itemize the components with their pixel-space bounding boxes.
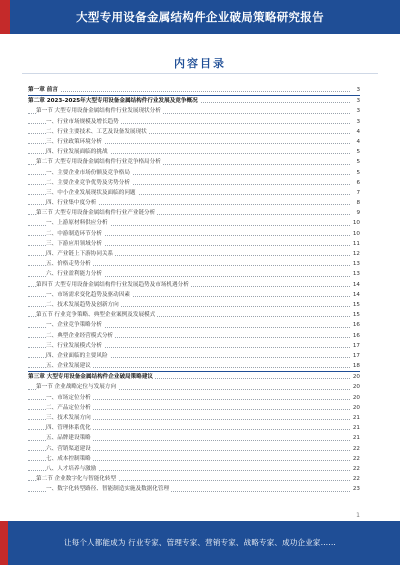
toc-entry[interactable]	[28, 137, 360, 147]
toc-entry-page: 4	[354, 127, 360, 137]
toc-entry-label: 第二章 2023-2025年大型专用设备金属结构件行业发展及竞争概况	[28, 98, 198, 105]
toc-entry-label: 第三章 大型专用设备金属结构件企业破局策略建议	[28, 374, 154, 381]
page-number: 1	[356, 512, 360, 519]
toc-entry-label: 三、中小企业发展现状及面临的问题	[46, 189, 136, 196]
toc-entry-label: 一、市场需求变化趋势及驱动因素	[46, 291, 130, 298]
toc-entry[interactable]	[28, 423, 360, 433]
toc-entry-page: 16	[351, 320, 360, 330]
toc-entry-label: 一、上游原材料供应分析	[46, 220, 108, 227]
toc-entry[interactable]	[28, 403, 360, 413]
toc-entry[interactable]	[28, 157, 360, 167]
toc-entry[interactable]	[28, 106, 360, 116]
toc-entry-label: 四、管理体系优化	[46, 425, 91, 432]
toc-entry-label: 二、行业主要技术、工艺及设备发展现状	[46, 128, 147, 135]
toc-entry-page: 20	[351, 393, 360, 403]
toc-entry-label: 第一节 企业战略定位与发展方向	[36, 384, 117, 391]
toc-entry-page: 5	[354, 168, 360, 178]
toc-entry[interactable]	[28, 249, 360, 259]
toc-entry-label: 四、产业链上下游协同关系	[46, 251, 114, 257]
toc-entry-page: 12	[351, 249, 360, 259]
toc-entry-label: 四、企业面临的主要风险	[46, 352, 108, 359]
toc-entry[interactable]	[28, 229, 360, 239]
toc-entry-page: 3	[354, 85, 360, 95]
toc-entry[interactable]	[28, 331, 360, 341]
toc-entry-label: 一、主要企业市场份额及竞争格局	[46, 169, 130, 176]
table-of-contents	[28, 85, 360, 495]
toc-entry-page: 23	[351, 484, 360, 494]
toc-entry[interactable]	[28, 433, 360, 443]
toc-entry-label: 第一节 大型专用设备金属结构件行业发展现状分析	[36, 108, 161, 115]
toc-entry-label: 三、行业发展模式分析	[46, 342, 102, 349]
toc-entry-label: 一、数字化转型路径、智能制造实施及数据化管理	[46, 486, 170, 493]
toc-entry-page: 6	[354, 178, 360, 188]
toc-entry-label: 四、行业集中度分析	[46, 200, 97, 207]
toc-entry-page: 21	[351, 413, 360, 423]
toc-entry-page: 21	[351, 423, 360, 433]
toc-entry[interactable]	[28, 300, 360, 310]
toc-entry-page: 22	[351, 474, 360, 484]
toc-entry[interactable]	[28, 484, 360, 494]
toc-entry-label: 二、典型企业经营模式分析	[46, 332, 114, 339]
toc-entry-label: 六、行业盈利能力分析	[46, 271, 102, 278]
toc-entry[interactable]	[28, 259, 360, 269]
toc-entry[interactable]	[28, 341, 360, 351]
toc-entry-label: 第五节 行业竞争策略、典型企业案例及发展模式	[36, 312, 156, 319]
toc-entry-page: 22	[351, 464, 360, 474]
toc-entry-label: 第二节 大型专用设备金属结构件行业竞争格局分析	[36, 159, 161, 166]
toc-entry-label: 第二节 企业数字化与智能化转型	[36, 476, 117, 483]
toc-entry[interactable]	[28, 310, 360, 320]
toc-entry-page: 13	[351, 269, 360, 279]
toc-entry-label: 六、营销渠道建设	[46, 445, 91, 452]
toc-entry-page: 3	[354, 106, 360, 116]
toc-entry[interactable]	[28, 464, 360, 474]
toc-entry-label: 三、下游应用领域分析	[46, 240, 102, 247]
toc-heading: 内容目录	[174, 57, 226, 70]
toc-entry[interactable]	[28, 117, 360, 127]
toc-entry-page: 10	[351, 218, 360, 228]
toc-entry-label: 一、企业竞争策略分析	[46, 322, 102, 329]
toc-entry-page: 5	[354, 157, 360, 167]
report-footer	[0, 521, 400, 565]
toc-entry[interactable]	[28, 95, 360, 106]
toc-entry-page: 13	[351, 259, 360, 269]
toc-entry-page: 10	[351, 229, 360, 239]
toc-entry-page: 15	[351, 300, 360, 310]
toc-entry-page: 20	[351, 372, 360, 382]
toc-entry[interactable]	[28, 198, 360, 208]
toc-entry-page: 22	[351, 444, 360, 454]
toc-entry[interactable]	[28, 147, 360, 157]
toc-entry-label: 二、主要企业竞争优势及劣势分析	[46, 179, 130, 186]
toc-entry[interactable]	[28, 361, 360, 371]
toc-entry-label: 二、技术发展趋势及创新方向	[46, 301, 119, 308]
toc-entry-page: 17	[351, 341, 360, 351]
toc-entry[interactable]	[28, 218, 360, 228]
toc-entry[interactable]	[28, 269, 360, 279]
toc-entry-page: 14	[351, 290, 360, 300]
toc-entry-page: 16	[351, 331, 360, 341]
toc-entry[interactable]	[28, 208, 360, 218]
toc-entry-label: 七、成本控制策略	[46, 455, 91, 462]
toc-entry-page: 4	[354, 137, 360, 147]
toc-entry-page: 17	[351, 351, 360, 361]
toc-entry[interactable]	[28, 290, 360, 300]
toc-entry[interactable]	[28, 188, 360, 198]
toc-entry-page: 22	[351, 454, 360, 464]
toc-entry-label: 第三节 大型专用设备金属结构件行业产业链分析	[36, 210, 156, 217]
toc-entry[interactable]	[28, 474, 360, 484]
toc-entry-page: 15	[351, 310, 360, 320]
toc-entry-page: 11	[351, 239, 360, 249]
toc-entry[interactable]	[28, 413, 360, 423]
toc-entry-label: 五、品牌建设策略	[46, 435, 91, 442]
toc-entry[interactable]	[28, 393, 360, 403]
toc-entry-label: 二、中游制造环节分析	[46, 230, 102, 237]
toc-entry-page: 20	[351, 382, 360, 392]
toc-entry-label: 八、人才培养与激励	[46, 465, 97, 472]
toc-entry[interactable]	[28, 178, 360, 188]
toc-entry-page: 14	[351, 280, 360, 290]
toc-entry-page: 18	[351, 361, 360, 371]
toc-entry-page: 3	[354, 96, 360, 106]
toc-entry-label: 第一章 前言	[28, 87, 58, 93]
toc-entry[interactable]	[28, 168, 360, 178]
toc-entry-label: 三、行业政策环境分析	[46, 138, 102, 145]
toc-entry[interactable]	[28, 371, 360, 382]
toc-entry[interactable]	[28, 382, 360, 392]
toc-entry-label: 第四节 大型专用设备金属结构件行业发展趋势及市场机遇分析	[36, 281, 189, 288]
toc-entry-label: 四、行业发展面临的挑战	[46, 149, 108, 156]
toc-leader-dots	[28, 91, 350, 92]
toc-entry[interactable]	[28, 351, 360, 361]
toc-entry[interactable]	[28, 239, 360, 249]
toc-entry-label: 一、市场定位分析	[46, 394, 91, 401]
toc-entry-label: 五、企业发展建议	[46, 363, 91, 370]
toc-entry[interactable]	[28, 320, 360, 330]
toc-entry-label: 二、产品定位分析	[46, 404, 91, 411]
toc-entry-label: 三、技术发展方向	[46, 415, 91, 421]
toc-entry[interactable]	[28, 127, 360, 137]
toc-entry-page: 21	[351, 433, 360, 443]
footer-slogan: 让每个人都能成为 行业专家、管理专家、营销专家、战略专家、成功企业家……	[63, 538, 337, 547]
toc-heading-divider	[22, 73, 378, 74]
toc-entry-page: 7	[354, 188, 360, 198]
toc-entry-label: 五、价格走势分析	[46, 261, 91, 268]
toc-entry-label: 一、行业市场规模及增长趋势	[46, 118, 119, 125]
toc-entry-page: 8	[354, 198, 360, 208]
toc-entry[interactable]	[28, 280, 360, 290]
toc-entry[interactable]	[28, 444, 360, 454]
toc-entry-page: 3	[354, 117, 360, 127]
toc-entry-page: 20	[351, 403, 360, 413]
toc-entry[interactable]	[28, 85, 360, 95]
report-header	[0, 0, 400, 34]
report-title: 大型专用设备金属结构件企业破局策略研究报告	[76, 10, 324, 24]
toc-entry-page: 9	[354, 208, 360, 218]
toc-entry[interactable]	[28, 454, 360, 464]
toc-entry-page: 5	[354, 147, 360, 157]
